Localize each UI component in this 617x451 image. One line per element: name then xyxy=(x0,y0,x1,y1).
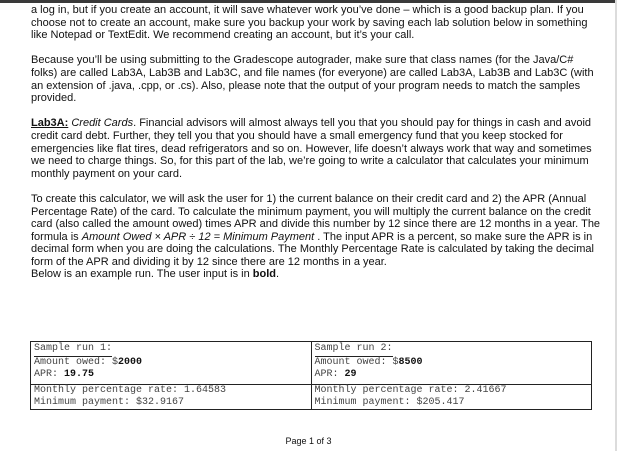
apr-value: 29 xyxy=(344,369,357,380)
document-body xyxy=(31,4,601,281)
page-number: Page 1 of 3 xyxy=(285,436,332,446)
paragraph-lab3a xyxy=(31,117,601,180)
apr-line xyxy=(34,369,308,382)
amount-label: Amount owed: $ xyxy=(314,356,399,368)
amount-line xyxy=(315,357,589,370)
apr-value: 19.75 xyxy=(64,369,95,380)
paragraph-calculator xyxy=(31,193,601,269)
calculator-text-1: To create this calculator, we will ask the user for 1) the current balance on their credit card and 2) the APR (Annual Percentage Rate) of the card. To calculate the minimum payment, you will multiply the current balance on the credit card (also called the amount owed) times APR and divide this number by 12 since there are 12 months in a year. The formula is xyxy=(31,192,601,243)
minimum-payment-line: Minimum payment: $205.417 xyxy=(314,397,465,408)
calculator-text-2: . The input APR is a percent, so make sure the APR is in decimal form when you are doing the calculations. The Monthly Percentage Rate is calculated by taking the decimal form of the APR and dividing it by 12 since there are 12 months in a year. xyxy=(31,230,594,268)
sample-run-1 xyxy=(31,342,311,409)
sample-run-title: Sample run 1: xyxy=(34,343,112,357)
example-text: Below is an example run. The user input is in xyxy=(31,268,253,281)
sample-run-2 xyxy=(311,342,592,409)
sample-runs-table xyxy=(30,341,592,410)
lab3a-title: Credit Cards xyxy=(71,117,134,130)
monthly-rate-line: Monthly percentage rate: 1.64583 xyxy=(34,384,227,396)
amount-value: 8500 xyxy=(398,356,423,368)
apr-line xyxy=(315,369,589,382)
paragraph-account: a log in, but if you create an account, it will save whatever work you’ve done – which is a good backup plan. If you choose not to create an account, make sure you backup your work by saving each lab solution below in something like Notepad or TextEdit. We recommend creating an account, but it’s your call. xyxy=(31,4,588,42)
amount-line xyxy=(34,357,308,370)
bold-word: bold xyxy=(252,268,276,281)
apr-label: APR: xyxy=(314,369,345,380)
amount-value: 2000 xyxy=(118,356,143,368)
monthly-rate-line: Monthly percentage rate: 2.41667 xyxy=(314,384,507,396)
top-border xyxy=(0,0,617,3)
lab3a-body: . Financial advisors will almost always tell you that you should pay for things in cash and avoid credit card debt. Further, they tell you that you should have a small emergency fund that you keep stocked for emergencies like flat tires, dead refrigerators and so on. However, life doesn’t always work that way and sometimes we need to charge things. So, for this part of the lab, we’re going to write a calculator that calculates your minimum monthly payment on your card. xyxy=(31,117,592,180)
minimum-payment-line: Minimum payment: $32.9167 xyxy=(34,397,185,408)
lab3a-heading: Lab3A: xyxy=(31,117,69,130)
example-end: . xyxy=(275,268,280,281)
amount-label: Amount owed: $ xyxy=(34,356,119,368)
paragraph-example xyxy=(31,268,601,281)
apr-label: APR: xyxy=(34,369,65,380)
formula: Amount Owed × APR ÷ 12 = Minimum Payment xyxy=(81,230,315,243)
sample-run-title: Sample run 2: xyxy=(315,343,393,357)
paragraph-gradescope: Because you’ll be using submitting to the Gradescope autograder, make sure that class names (for the Java/C# folks) are called Lab3A, Lab3B and Lab3C, and file names (for everyone) are called Lab3A, Lab3B and Lab3C (with an extension of .java, .cpp, or .cs). Also, please note that the output of your program needs to match the samples provided. xyxy=(31,54,594,105)
